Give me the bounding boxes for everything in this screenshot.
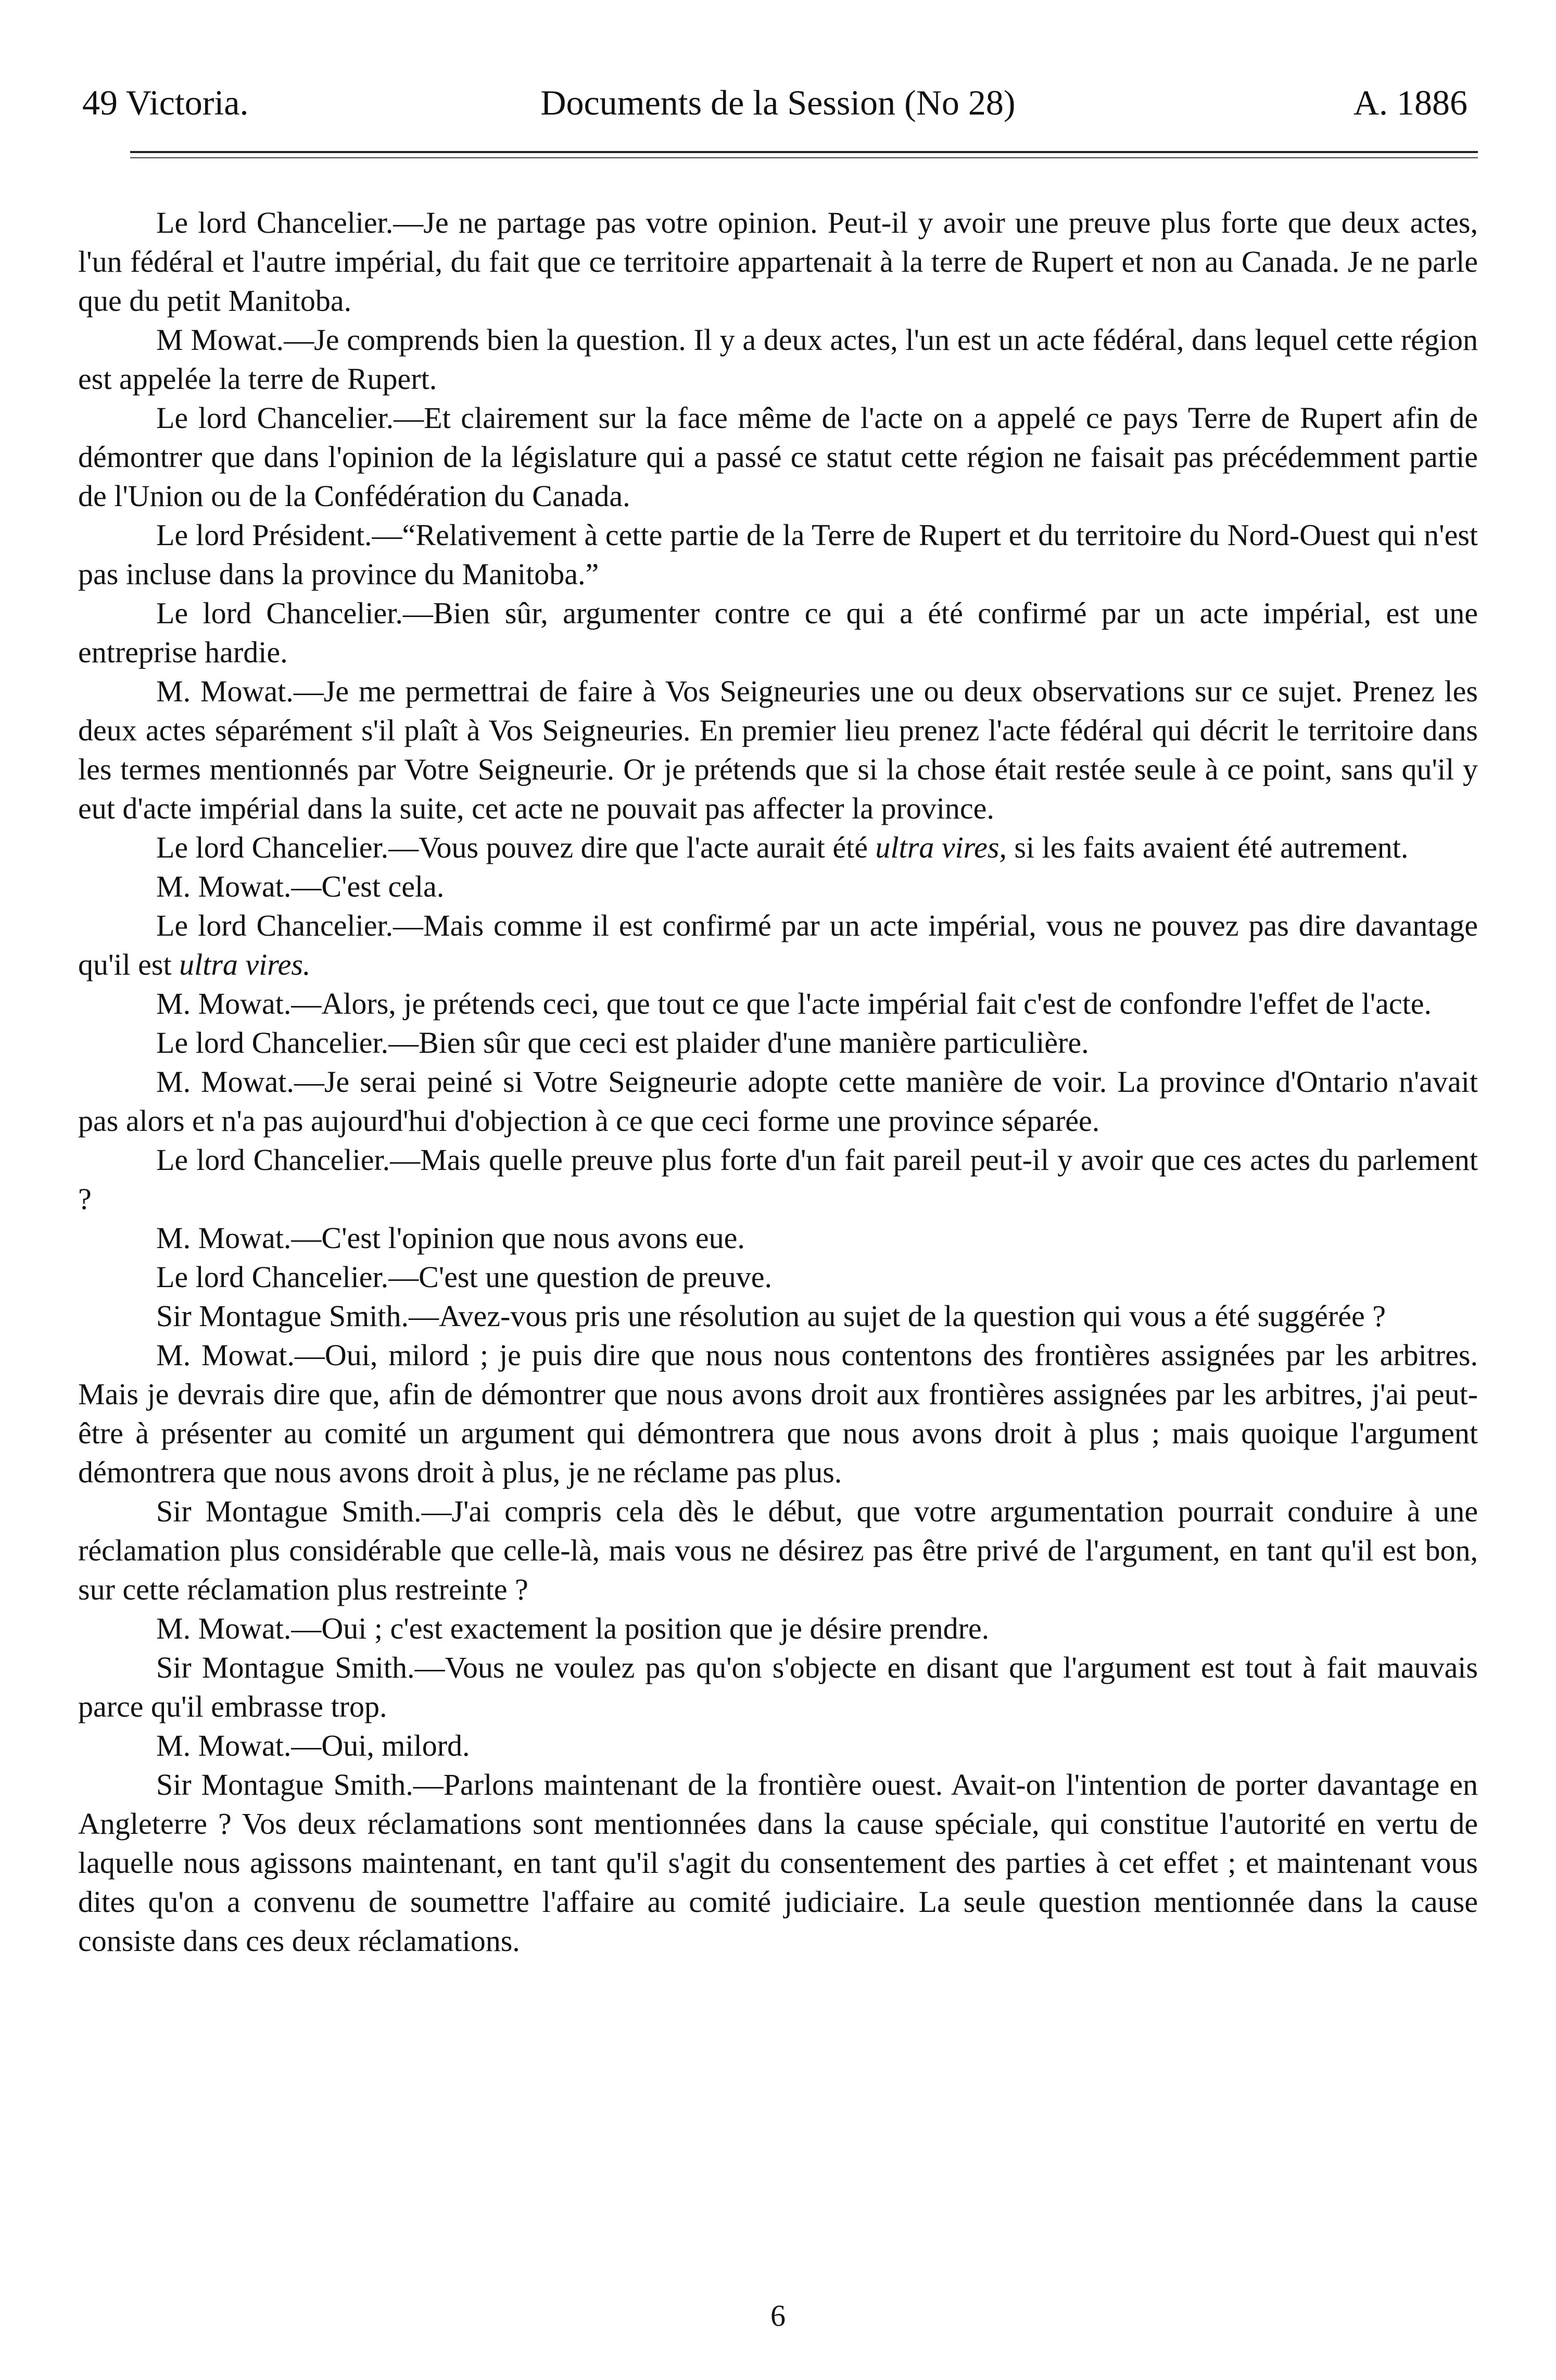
paragraph: M. Mowat.—Alors, je prétends ceci, que tout ce que l'acte impérial fait c'est de confondre l'effet de l'acte. (156, 987, 1432, 1021)
paragraph: Le lord Chancelier.—Bien sûr, argumenter contre ce qui a été confirmé par un acte impérial, est une entreprise hardie. (78, 596, 1478, 669)
paragraph: M. Mowat.—Oui ; c'est exactement la position que je désire prendre. (156, 1611, 990, 1645)
paragraph: Sir Montague Smith.—Parlons maintenant de la frontière ouest. Avait-on l'intention de porter davantage en Angleterre ? Vos deux réclamations sont mentionnées dans la cause spéciale, qui constitue l'autorité en vertu de laquelle nous agissons maintenant, en tant qu'il s'agit du consentement des parties à cet effet ; et maintenant vous dites qu'on a convenu de soumettre l'affaire au comité judiciaire. La seule question mentionnée dans la cause consiste dans ces deux réclamations. (78, 1768, 1478, 1958)
paragraph-text: Le lord Chancelier.—Vous pouvez dire que l'acte aurait été (156, 830, 876, 864)
paragraph: Le lord Chancelier.—Bien sûr que ceci est plaider d'une manière particulière. (156, 1026, 1089, 1060)
paragraph: Le lord Chancelier.—Et clairement sur la face même de l'acte on a appelé ce pays Terre de Rupert afin de démontrer que dans l'opinion de la législature qui a passé ce statut cette région ne faisait pas précédemment partie de l'Union ou de la Confédération du Canada. (78, 401, 1478, 513)
header-volume: 49 Victoria. (82, 83, 249, 122)
paragraph: Sir Montague Smith.—Vous ne voulez pas qu'on s'objecte en disant que l'argument est tout à fait mauvais parce qu'il embrasse trop. (78, 1651, 1478, 1723)
paragraph: Sir Montague Smith.—Avez-vous pris une résolution au sujet de la question qui vous a été suggérée ? (156, 1299, 1386, 1333)
paragraph: Le lord Président.—“Relativement à cette partie de la Terre de Rupert et du territoire du Nord-Ouest qui n'est pas incluse dans la province du Manitoba.” (78, 518, 1478, 591)
paragraph: M. Mowat.—Je me permettrai de faire à Vos Seigneuries une ou deux observations sur ce sujet. Prenez les deux actes séparément s'il plaît à Vos Seigneuries. En premier lieu prenez l'acte fédéral qui décrit le territoire dans les termes mentionnés par Votre Seigneurie. Or je prétends que si la chose était restée seule à ce point, sans qu'il y eut d'acte impérial dans la suite, cet acte ne pouvait pas affecter la province. (78, 674, 1478, 825)
paragraph: M. Mowat.—Oui, milord. (156, 1729, 470, 1762)
italic-term: ultra vires, (875, 830, 1007, 864)
paragraph (78, 828, 1478, 867)
paragraph: M. Mowat.—C'est cela. (156, 870, 445, 903)
paragraph (78, 906, 1478, 984)
header-rule-thin (130, 157, 1478, 158)
paragraph: M Mowat.—Je comprends bien la question. Il y a deux actes, l'un est un acte fédéral, dans lequel cette région est appelée la terre de Rupert. (78, 323, 1478, 396)
paragraph: Le lord Chancelier.—C'est une question de preuve. (156, 1260, 772, 1294)
paragraph-text: Le lord Chancelier.—Mais comme il est confirmé par un acte impérial, vous ne pouvez pas dire davantage qu'il est (78, 909, 1478, 981)
paragraph: M. Mowat.—C'est l'opinion que nous avons eue. (156, 1221, 745, 1255)
running-head (78, 79, 1478, 126)
paragraph: Le lord Chancelier.—Mais quelle preuve plus forte d'un fait pareil peut-il y avoir que ces actes du parlement ? (78, 1143, 1478, 1216)
paragraph: Le lord Chancelier.—Je ne partage pas votre opinion. Peut-il y avoir une preuve plus forte que deux actes, l'un fédéral et l'autre impérial, du fait que ce territoire appartenait à la terre de Rupert et non au Canada. Je ne parle que du petit Manitoba. (78, 206, 1478, 318)
page-number: 6 (770, 2299, 786, 2333)
body-text (78, 203, 1478, 1960)
italic-term: ultra vires. (179, 948, 311, 981)
header-year: A. 1886 (1353, 83, 1468, 122)
paragraph-text: si les faits avaient été autrement. (1006, 830, 1409, 864)
paragraph: Sir Montague Smith.—J'ai compris cela dès le début, que votre argumentation pourrait conduire à une réclamation plus considérable que celle-là, mais vous ne désirez pas être privé de l'argument, en tant qu'il est bon, sur cette réclamation plus restreinte ? (78, 1494, 1478, 1606)
paragraph: M. Mowat.—Oui, milord ; je puis dire que nous nous contentons des frontières assignées par les arbitres. Mais je devrais dire que, afin de démontrer que nous avons droit aux frontières assignées par les arbitres, j'ai peut-être à présenter au comité un argument qui démontrera que nous avons droit à plus ; mais quoique l'argument démontrera que nous avons droit à plus, je ne réclame pas plus. (78, 1338, 1478, 1489)
header-rule (130, 151, 1478, 153)
header-title: Documents de la Session (No 28) (540, 83, 1016, 122)
paragraph: M. Mowat.—Je serai peiné si Votre Seigneurie adopte cette manière de voir. La province d'Ontario n'avait pas alors et n'a pas aujourd'hui d'objection à ce que ceci forme une province séparée. (78, 1065, 1478, 1138)
